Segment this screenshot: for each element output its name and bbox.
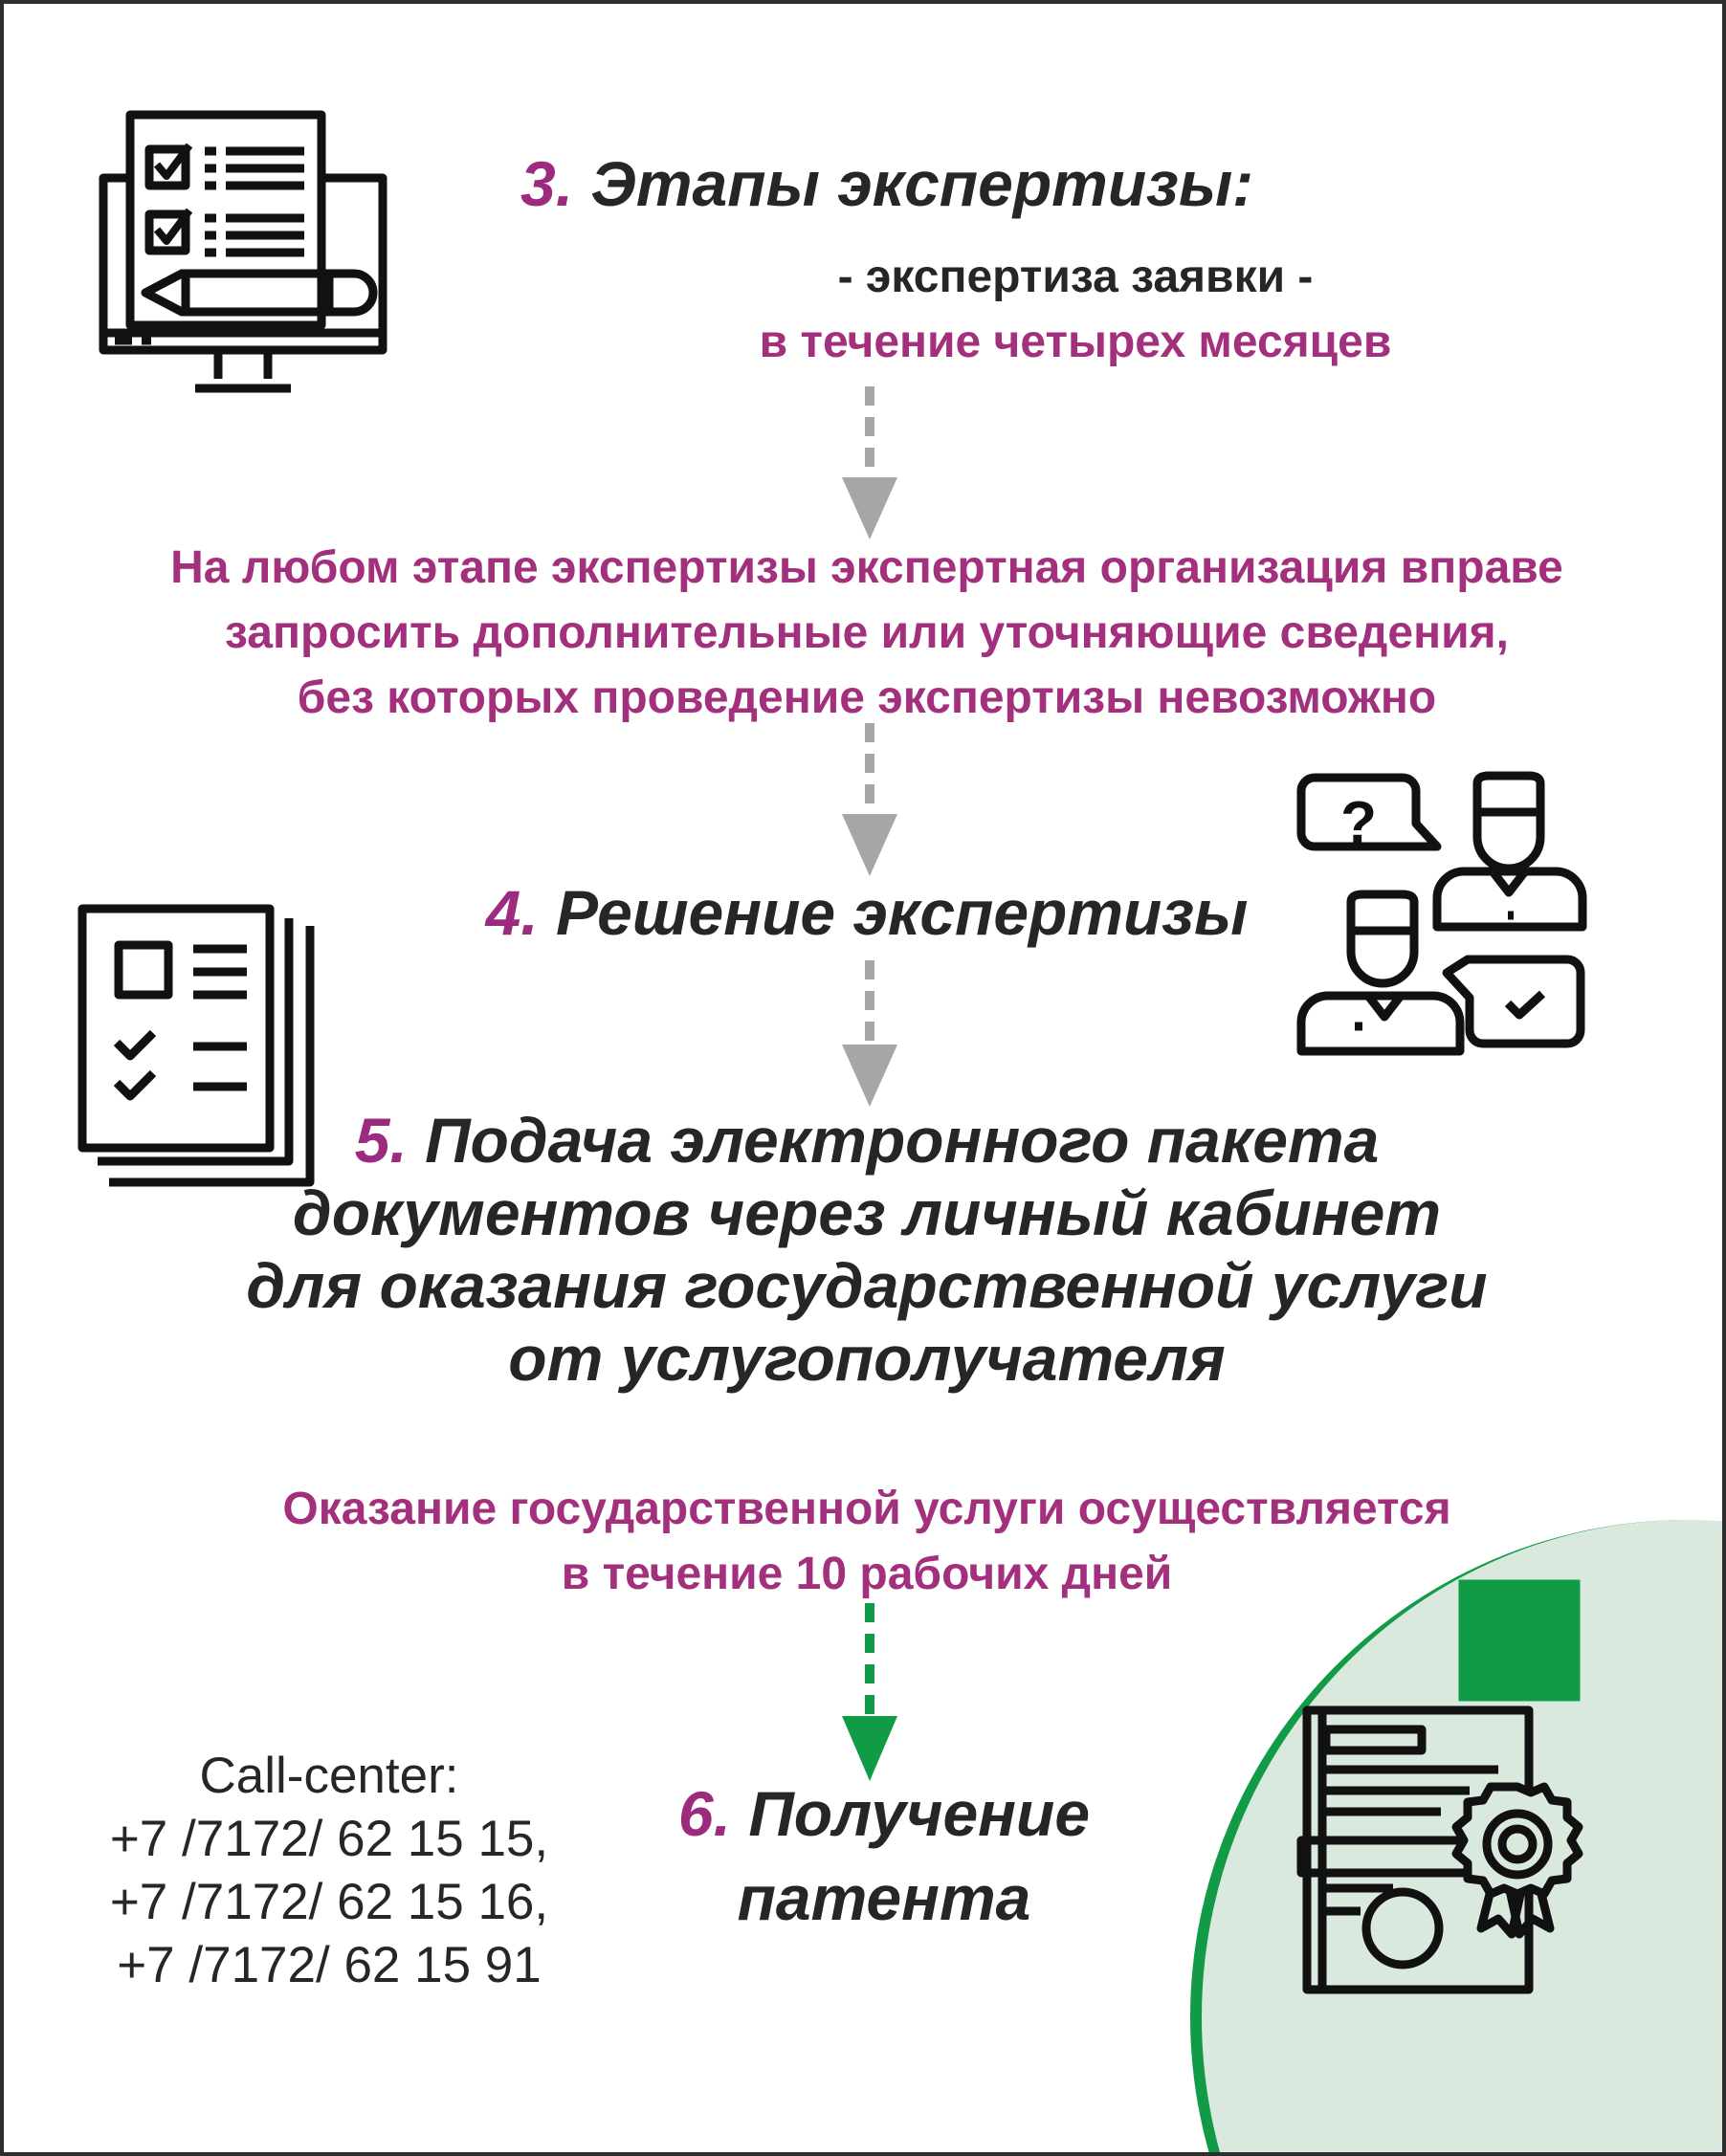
step-title-text: Решение экспертизы [555,877,1249,948]
step-5-line: для оказания государственной услуги [246,1250,1488,1321]
step-number: 6. [677,1778,731,1849]
arrow-down-3 [836,960,903,1111]
arrow-down-1 [836,386,903,544]
step-number: 5. [354,1105,408,1176]
step-number: 3. [520,148,574,219]
call-center-block [71,1745,587,1997]
step-3-title [520,147,1286,220]
expertise-period-label: - экспертиза заявки - [837,252,1314,302]
arrow-down-2 [836,723,903,881]
step-6-line: Получение [748,1778,1091,1849]
step-title-text: Этапы экспертизы: [590,148,1254,219]
request-note-line: На любом этапе экспертизы экспертная организация вправе [170,542,1563,593]
step-5-line: Подача электронного пакета [425,1105,1380,1176]
step-6-block [635,1771,1133,1940]
phone-number: +7 /7172/ 62 15 91 [117,1937,542,1993]
request-note [4,536,1726,731]
checklist-monitor-icon [100,111,387,398]
patent-certificate-icon [1297,1706,1584,1993]
step-number: 4. [485,877,539,948]
expertise-period-duration: в течение четырех месяцев [759,317,1392,367]
step-5-line: документов через личный кабинет [292,1177,1442,1248]
step-5-block [4,1104,1726,1395]
svg-text:?: ? [1340,790,1377,856]
service-note [4,1477,1726,1607]
phone-number: +7 /7172/ 62 15 16, [109,1874,549,1930]
request-note-line: запросить дополнительные или уточняющие сведения, [225,607,1509,658]
step-6-line: патента [737,1862,1031,1933]
service-note-line: в течение 10 рабочих дней [561,1549,1173,1599]
step-4-title [4,876,1726,949]
arrow-down-green [836,1603,903,1785]
service-note-line: Оказание государственной услуги осуществляется [282,1484,1451,1534]
step-5-line: от услугополучателя [508,1323,1226,1394]
request-note-line: без которых проведение экспертизы невозможно [297,672,1437,723]
phone-number: +7 /7172/ 62 15 15, [109,1811,549,1867]
call-center-label: Call-center: [199,1748,459,1804]
